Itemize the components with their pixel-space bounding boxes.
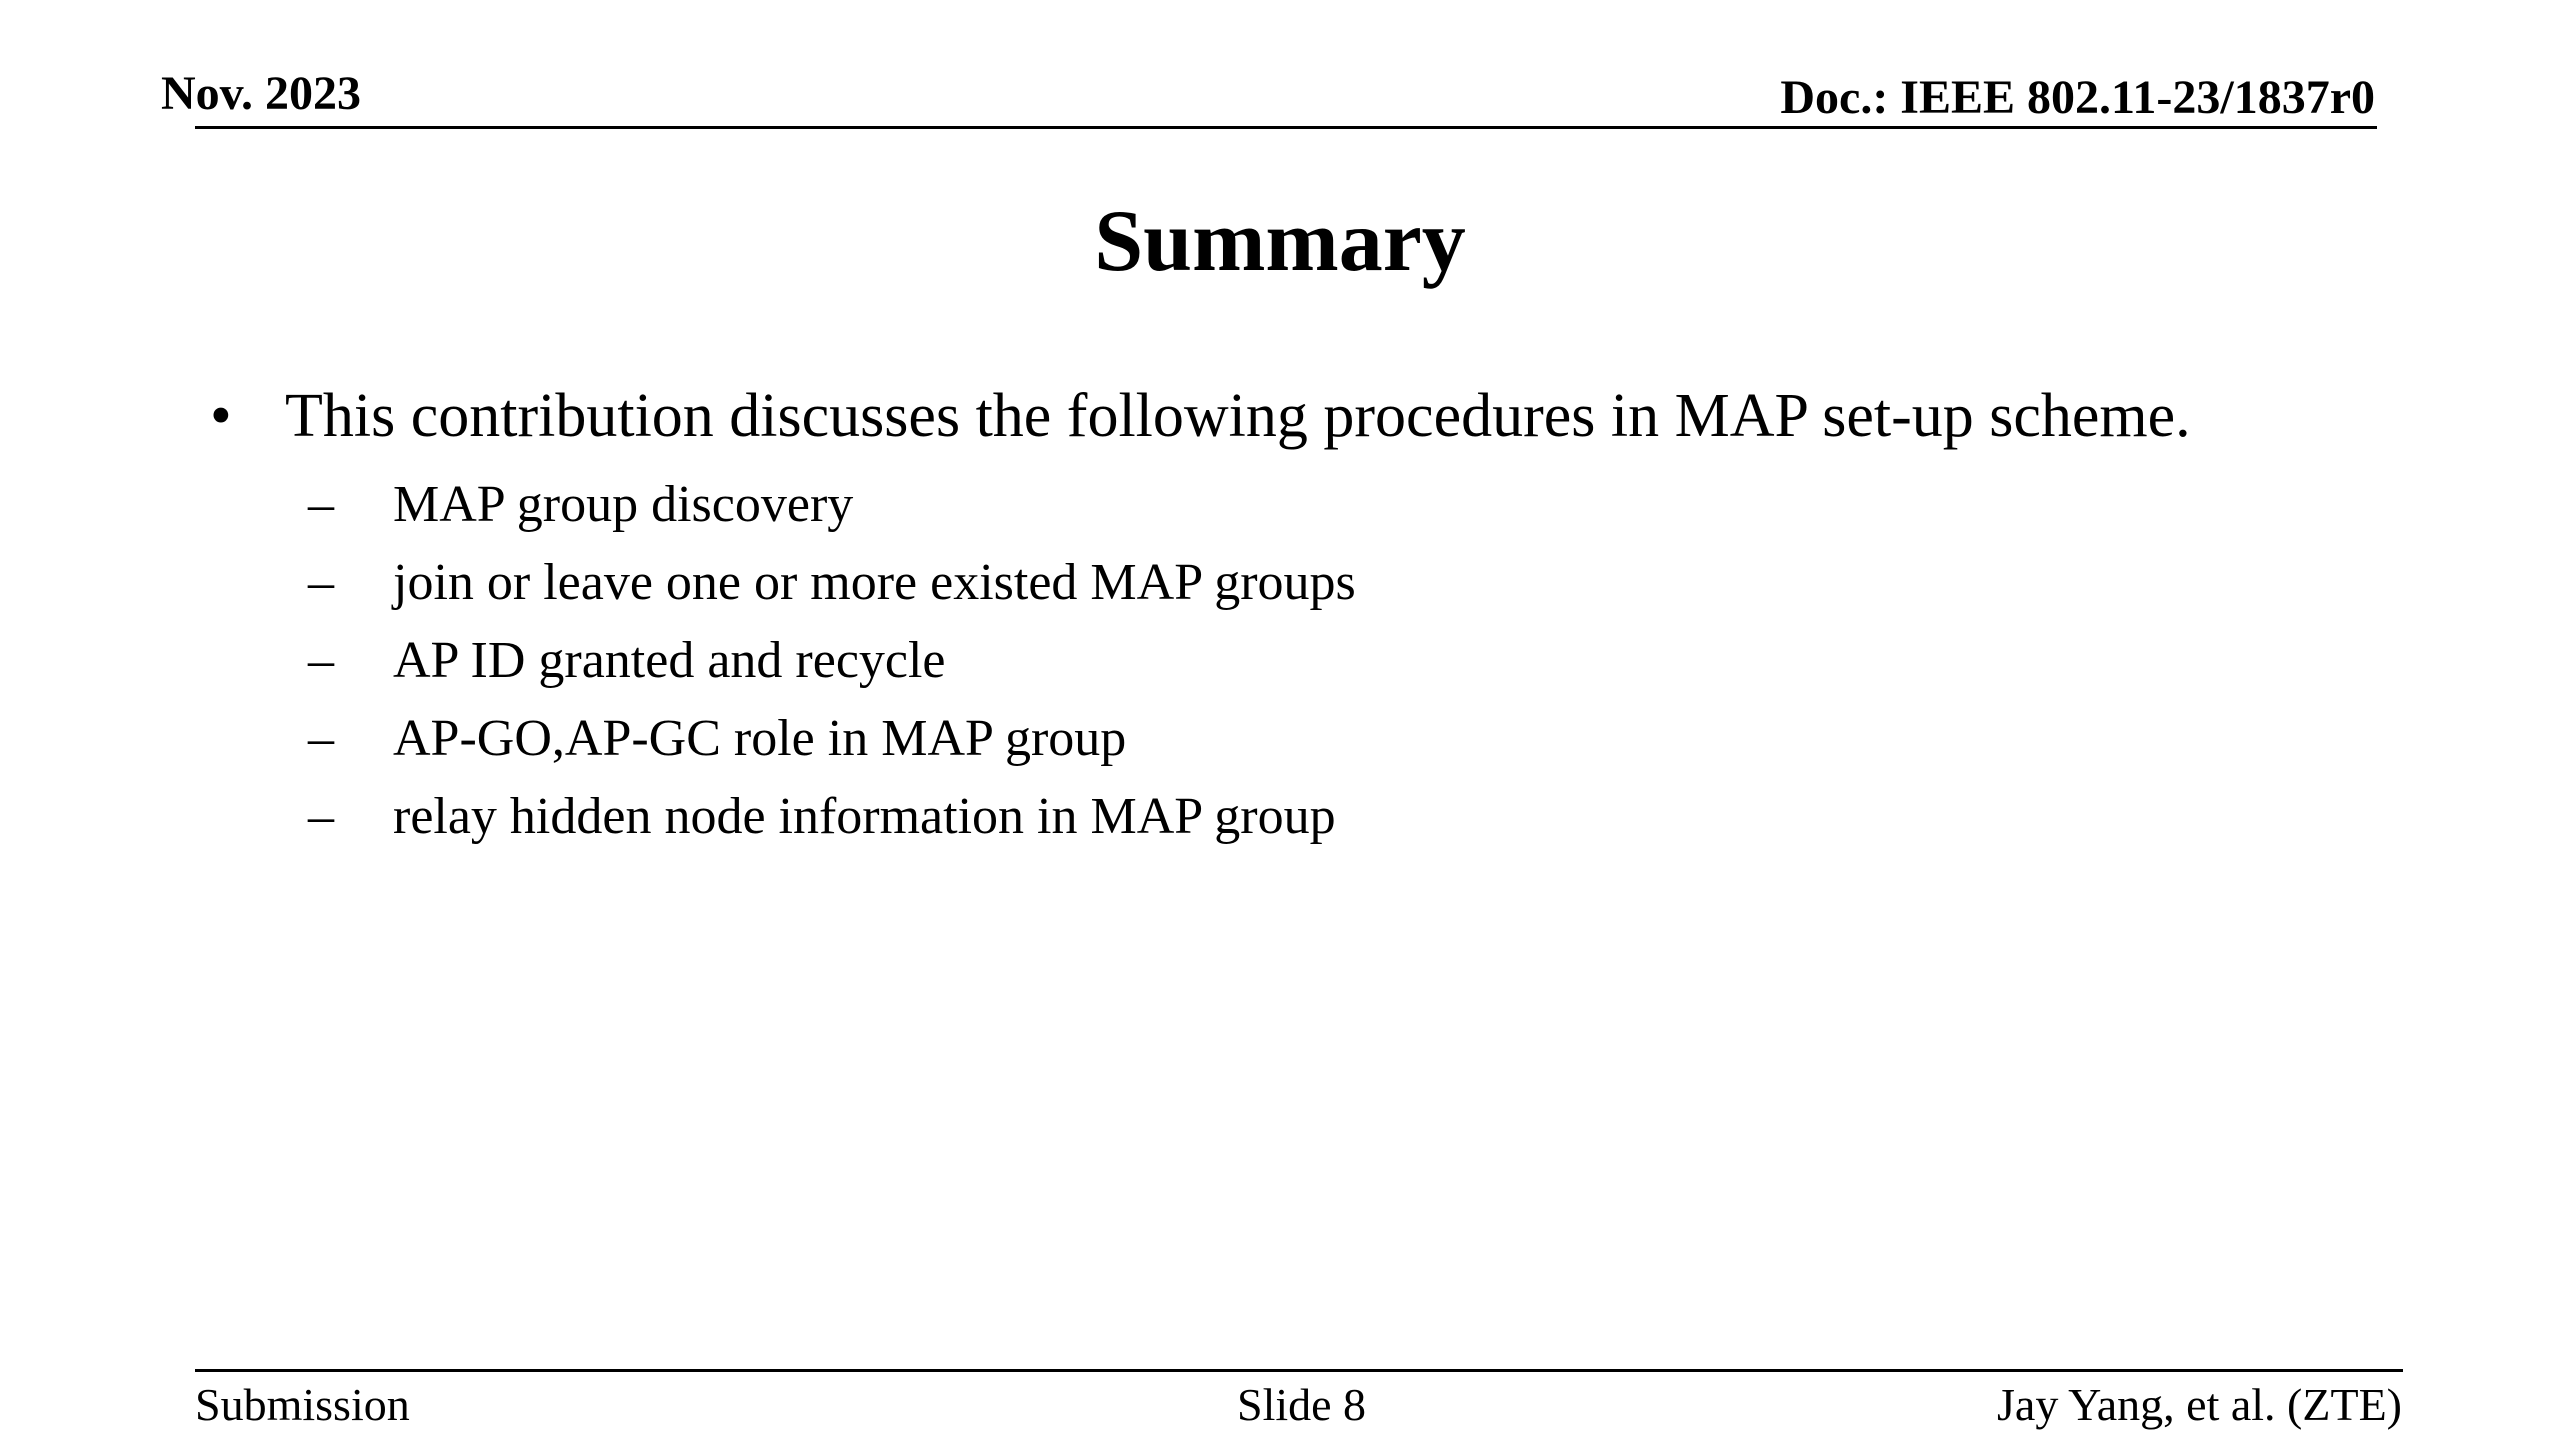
sub-item-dash: – <box>308 632 334 689</box>
sub-item-dash: – <box>308 788 334 845</box>
header-doc-id: Doc.: IEEE 802.11-23/1837r0 <box>1780 71 2375 124</box>
footer-submission: Submission <box>195 1379 410 1430</box>
sub-item-dash: – <box>308 554 334 611</box>
sub-item <box>308 554 1356 611</box>
bullet-list <box>210 382 2191 845</box>
sub-item-text: join or leave one or more existed MAP groups <box>393 554 1356 611</box>
sub-item <box>308 788 1336 845</box>
sub-item-text: AP-GO,AP-GC role in MAP group <box>393 710 1127 767</box>
main-bullet <box>210 382 2191 450</box>
sub-item-text: AP ID granted and recycle <box>393 632 946 689</box>
footer-divider <box>195 1369 2403 1372</box>
main-bullet-text: This contribution discusses the following procedures in MAP set-up scheme. <box>285 382 2191 450</box>
sub-item-dash: – <box>308 476 334 533</box>
sub-item <box>308 710 1127 767</box>
sub-item-text: relay hidden node information in MAP group <box>393 788 1336 845</box>
sub-item <box>308 476 854 533</box>
slide-title: Summary <box>1094 193 1466 290</box>
header-divider <box>195 126 2377 129</box>
header-date: Nov. 2023 <box>161 67 362 120</box>
footer-author: Jay Yang, et al. (ZTE) <box>1997 1379 2402 1430</box>
sub-item-text: MAP group discovery <box>393 476 854 533</box>
sub-item <box>308 632 946 689</box>
footer-slide-number: Slide 8 <box>1237 1379 1367 1430</box>
bullet-dot: • <box>210 382 232 450</box>
sub-item-dash: – <box>308 710 334 767</box>
